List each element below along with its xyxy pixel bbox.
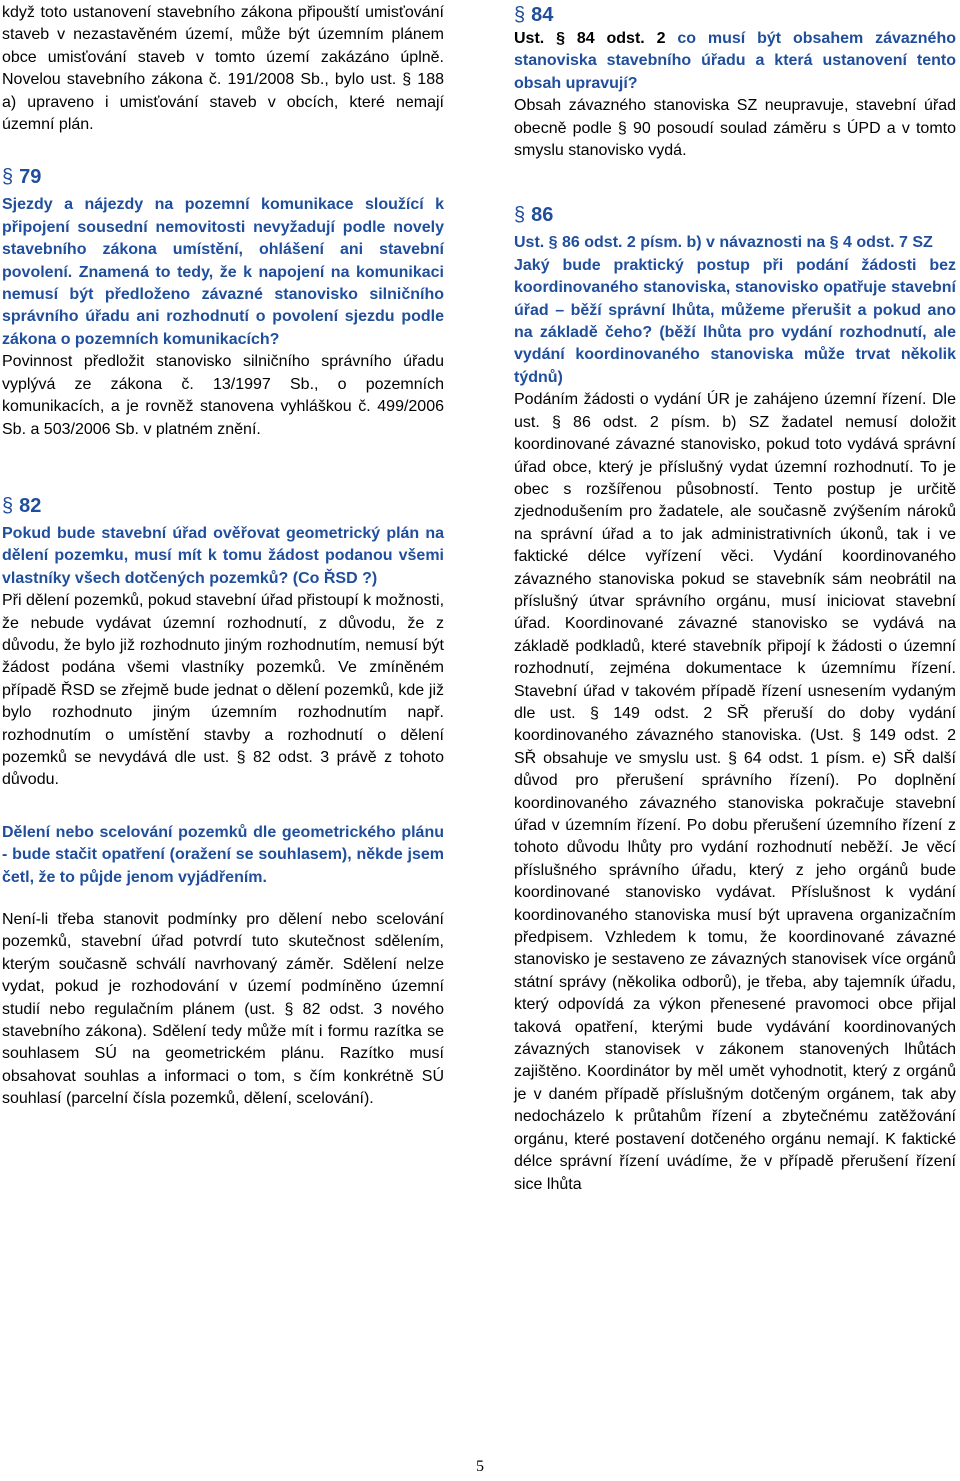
- page-number: 5: [476, 1458, 484, 1475]
- section-84-reference: Ust. § 84 odst. 2: [514, 30, 666, 47]
- section-79-answer: Povinnost předložit stanovisko silničního správního úřadu vyplývá ze zákona č. 13/1997 Sb., o pozemních komunikacích, a je rovněž stanovena vyhláškou č. 499/2006 Sb. a 503/2006 Sb. v platném znění.: [2, 353, 444, 438]
- section-symbol-icon: §: [514, 4, 526, 26]
- section-86-heading: [514, 202, 956, 228]
- section-82: [2, 493, 444, 1111]
- section-79-number: 79: [19, 166, 42, 189]
- section-84-heading: [514, 2, 956, 28]
- section-86-reference: Ust. § 86 odst. 2 písm. b) v návaznosti na § 4 odst. 7 SZ: [514, 234, 933, 252]
- section-84-question-text: co musí být obsahem závazného stanoviska stavebního úřadu a která ustanovení tento obsah upravují?: [514, 30, 957, 92]
- section-82-answer-2: Není-li třeba stanovit podmínky pro dělení nebo scelování pozemků, stavební úřad potvrdí tuto skutečnost sdělením, kterým současně schválí navrhovaný záměr. Sdělení nelze vydat, pokud je rozhodování v území podmíněno územní studií nebo regulačním plánem (ust. § 82 odst. 3 nového stavebního zákona). Sdělení tedy může mít i formu razítka se souhlasem SÚ na geometrickém plánu. Razítko musí obsahovat souhlas a informaci o tom, s čím konkrétně SÚ souhlasí (parcelní čísla pozemků, dělení, scelování).: [2, 911, 444, 1108]
- section-symbol-icon: §: [514, 204, 526, 227]
- section-79: [2, 164, 444, 440]
- section-82-question: Pokud bude stavební úřad ověřovat geometrický plán na dělení pozemku, musí mít k tomu žádost podanou všemi vlastníky všech dotčených pozemků? (Co ŘSD ?): [2, 524, 444, 587]
- section-symbol-icon: §: [2, 494, 14, 517]
- section-84-answer: Obsah závazného stanoviska SZ neupravuje, stavební úřad obecně podle § 90 posoudí soulad záměru s ÚPD a v tomto smyslu stanovisko vydá.: [514, 97, 956, 160]
- intro-paragraph: když toto ustanovení stavebního zákona připouští umisťování staveb v nezastavěném území, může být územním plánem obce umisťování staveb v tomto území zakázáno úplně. Novelou stavebního zákona č. 191/2008 Sb., bylo ust. § 188 a) upraveno i umisťování staveb v obcích, které nemají územní plán.: [2, 4, 444, 134]
- section-84-number: 84: [531, 4, 554, 26]
- section-82-number: 82: [19, 494, 42, 517]
- section-82-question-2: Dělení nebo scelování pozemků dle geometrického plánu - bude stačit opatření (oražení se souhlasem), někde jsem četl, že to půjde jenom vyjádřením.: [2, 823, 444, 886]
- section-86-question: Jaký bude praktický postup při podání žádosti bez koordinovaného stanoviska, stanovisko opatřuje stavební úřad – běží správní lhůta, můžeme přerušit a pokud ano na základě čeho? (běží lhůta pro vydání rozhodnutí, ale vydání koordinovaného stanoviska může trvat několik týdnů): [514, 256, 956, 386]
- section-82-heading: [2, 493, 444, 519]
- section-82-answer: Při dělení pozemků, pokud stavební úřad přistoupí k možnosti, že nebude vydávat územní rozhodnutí, z důvodu, že z důvodu, že bylo již rozhodnuto jiným rozhodnutím, nemusí být žádost podána všemi vlastníky pozemků. Ve zmíněném případě ŘSD se zřejmě bude jednat o dělení pozemků, kde již bylo rozhodnuto jiným územním rozhodnutím např. rozhodnutím o umístění stavby a rozhodnutí o dělení pozemků se nevydává dle ust. § 82 odst. 3 právě z tohoto důvodu.: [2, 592, 445, 789]
- section-86-answer: Podáním žádosti o vydání ÚR je zahájeno územní řízení. Dle ust. § 86 odst. 2 písm. b) SZ žadatel nemusí doložit koordinované závazné stanovisko, pokud toto vydává správní úřad obce, který je příslušný vydat územní rozhodnutí. To je obec s rozšířenou působností. Tento postup je určitě zjednodušením pro žadatele, ale současně zvýšením nároků na správní úřad a to jak administrativních úkonů, tak i ve faktické délce vyřízení věci. Vydání koordinovaného závazného stanoviska pokud se stavebník sám neobrátil na příslušný útvar správního orgánu, musí iniciovat stavební úřad. Koordinované závazné stanovisko se vydává na základě podkladů, které stavebník připojí k žádosti o územní rozhodnutí, zejména dokumentace k územnímu řízení. Stavební úřad v takovém případě řízení usnesením vydaným dle ust. § 149 odst. 2 SŘ přeruší do doby vydání koordinovaného závazného stanoviska. (Ust. § 149 odst. 2 SŘ obsahuje ve smyslu ust. § 64 odst. 1 písm. e) SŘ další důvod pro přerušení správního řízení). Po doplnění koordinovaného závazného stanoviska pokračuje stavební úřad v územním řízení. Po dobu přerušení územního řízení z tohoto důvodu lhůty pro vydání rozhodnutí neběží. Je věcí příslušného správního úřadu, který z jeho orgánů bude koordinované stanovisko vydávat. Příslušnost k vydání koordinovaného stanoviska musí být upravena organizačním předpisem. Vzhledem k tomu, že koordinované závazné stanovisko je sestaveno ze závazných stanovisek více orgánů státní správy (několika odborů), je třeba, aby tajemník úřadu, který odpovídá za výkon přenesené pravomoci obce přijal taková opatření, kterými bude vydávání koordinovaných závazných stanovisek v zákonem stanovených lhůtách zajištěno. Koordinátor by měl umět vyhodnotit, který z orgánů je v daném případě příslušným dotčeným orgánem, tak aby nedocházelo k průtahům řízení a zbytečnému zatěžování orgánu, které postavení dotčeného orgánu nemají. K faktické délce správní řízení uvádíme, že v případě přerušení řízení sice lhůta: [514, 391, 956, 1193]
- section-79-question: Sjezdy a nájezdy na pozemní komunikace sloužící k připojení sousední nemovitosti nevyžadují podle novely stavebního zákona umístění, ohlášení ani stavební povolení. Znamená to tedy, že k napojení na komunikaci nemusí být předloženo závazné stanovisko silničního správního úřadu ani rozhodnutí o povolení sjezdu podle zákona o pozemních komunikacích?: [2, 196, 444, 348]
- left-column: [2, 0, 444, 1111]
- section-86: [514, 202, 956, 1195]
- right-column: [514, 0, 956, 1196]
- section-79-heading: [2, 164, 444, 190]
- section-symbol-icon: §: [2, 166, 14, 189]
- section-84-question: [514, 28, 956, 95]
- section-86-number: 86: [531, 204, 554, 227]
- section-84: [514, 2, 956, 162]
